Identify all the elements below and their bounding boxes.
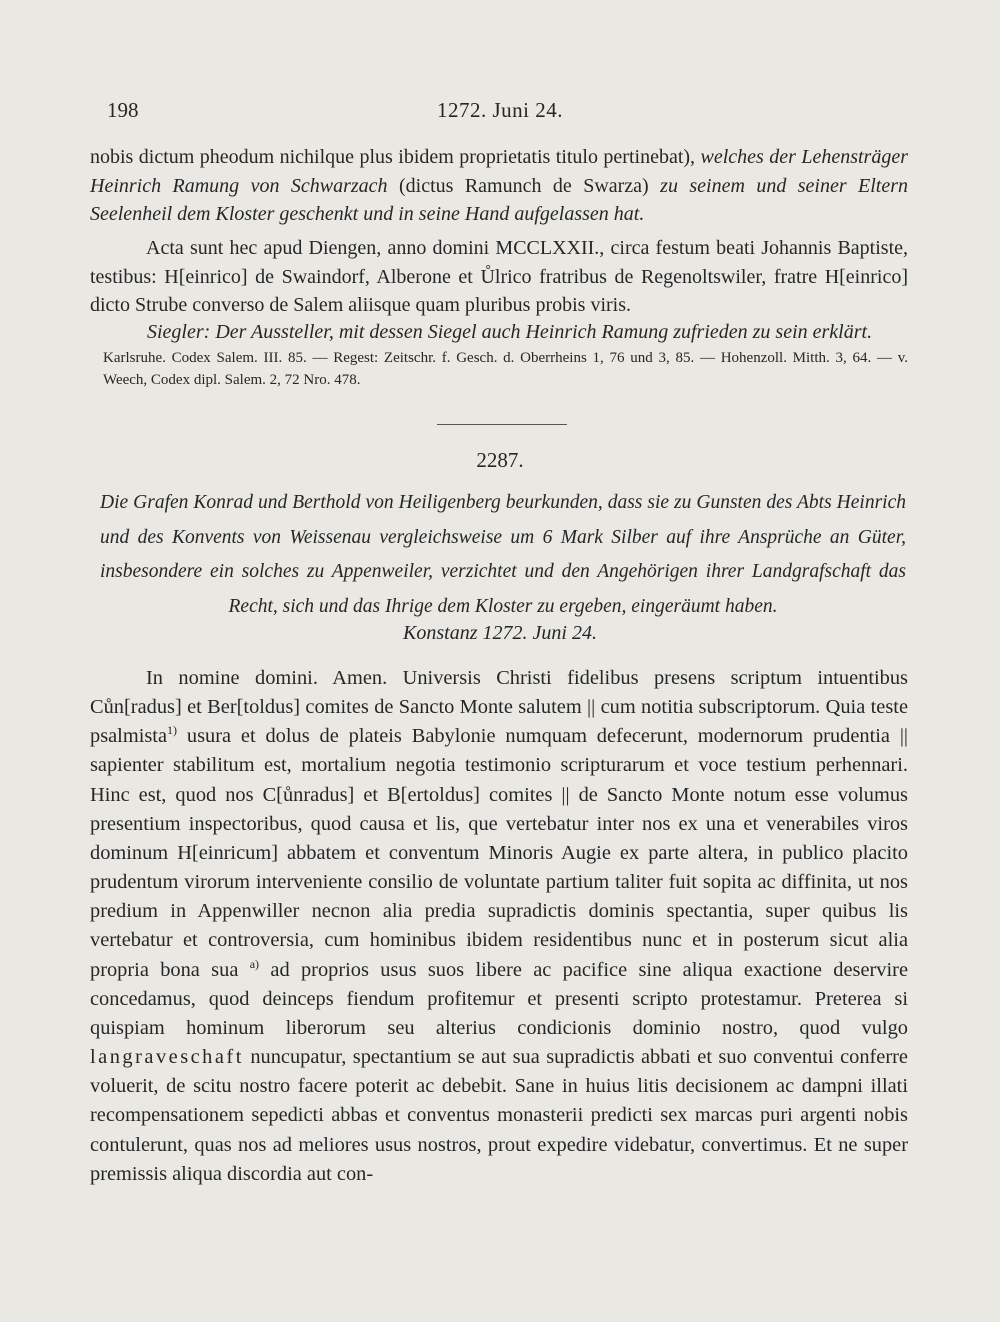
page-number: 198 bbox=[107, 98, 139, 122]
charter-text-part-3: ad proprios usus suos libere ac pacifice sine aliqua exactione deservire concedamus, quod deinceps fiendum profitemur et presenti scripto protestamur. Preterea si quispiam hominum liberorum seu alterius condicionis dominio nostro, quod vulgo bbox=[90, 958, 908, 1039]
document-number: 2287. bbox=[476, 448, 524, 472]
archival-notes: Karlsruhe. Codex Salem. III. 85. — Regest: Zeitschr. f. Gesch. d. Oberrheins 1, 76 und 3, 85. — Hohenzoll. Mitth. 3, 64. — v. Weech, Codex dipl. Salem. 2, 72 Nro. 478. bbox=[103, 350, 908, 388]
acta-paragraph: Acta sunt hec apud Diengen, anno domini MCCLXXII., circa festum beati Johannis Baptiste, testibus: H[einrico] de Swaindorf, Alberone et Ůlrico fratribus de Regenoltswiler, fratre H[einrico] dicto Strube converso de Salem aliisque quam pluribus probis viris. bbox=[90, 237, 908, 317]
running-head: 1272. Juni 24. bbox=[437, 98, 564, 122]
previous-document-ending bbox=[90, 143, 908, 229]
siegler-label: Siegler: bbox=[147, 321, 211, 343]
place-date: Konstanz 1272. Juni 24. bbox=[403, 622, 597, 644]
charter-text-part-1: In nomine domini. Amen. Universis Christi fidelibus presens scriptum intuentibus Cůn[radus] et Ber[toldus] comites de Sancto Monte salutem || cum notitia subscriptorum. Quia teste psalmista bbox=[90, 667, 908, 748]
continuation-latin-2: (dictus Ramunch de Swarza) bbox=[398, 174, 649, 197]
charter-text-part-4: nuncupatur, spectantium se aut sua supradictis abbati et suo conventui conferre voluerit, de scitu nostro facere poterit ac debebit. Sane in huius litis decisionem ac dampni illati recompensationem sepedicti abbas et conventus monasterii predicti sex marcas puri argenti nobis contulerunt, quas nos ad meliores usus nostros, prout expedire videbatur, convertimus. Et ne super premissis aliqua discordia aut con- bbox=[90, 1046, 908, 1185]
section-divider bbox=[437, 424, 567, 425]
spaced-word: langraveschaft bbox=[90, 1046, 244, 1069]
charter-text-part-2: usura et dolus de plateis Babylonie numquam defecerunt, modernorum prudentia || sapienter stabilitum est, mortalium negotia testimonio scripturarum et voce testium perhennari. Hinc est, quod nos C[ůnradus] et B[ertoldus] comites || de Sancto Monte notum esse volumus presentium inspectoribus, quod causa et lis, que vertebatur inter nos ex una et venerabiles viros dominum H[einricum] abbatem et conventum Minoris Augie ex parte altera, in publico placito prudentum virorum interveniente consilio de voluntate partium taliter fuit sopita ac diffinita, ut nos predium in Appenwiller necnon alia predia supradictis dominis spectantia, super quibus lis vertebatur et controversia, cum hominibus ibidem residentibus nunc et in posterum sicut alia propria bona sua bbox=[90, 725, 908, 981]
continuation-german-2: zu seinem und seiner Eltern Seelenheil dem Kloster geschenkt und in seine Hand aufgelassen hat. bbox=[90, 174, 909, 226]
footnote-marker: 1) bbox=[167, 723, 178, 738]
regest-summary: Die Grafen Konrad und Berthold von Heiligenberg beurkunden, dass sie zu Gunsten des Abts Heinrich und des Konvents von Weissenau vergleichsweise um 6 Mark Silber auf ihre Ansprüche an Güter, insbesondere ein solches zu Appenweiler, verzichtet und den Angehörigen ihrer Landgrafschaft das Recht, sich und das Ihrige dem Kloster zu ergeben, eingeräumt haben. bbox=[100, 492, 906, 617]
page-header bbox=[107, 98, 907, 128]
charter-text bbox=[90, 664, 908, 1189]
siegler-line bbox=[147, 318, 908, 347]
continuation-latin: nobis dictum pheodum nichilque plus ibidem proprietatis titulo pertinebat), bbox=[90, 146, 696, 168]
footnote-marker: a) bbox=[249, 956, 260, 971]
siegler-text: Der Aussteller, mit dessen Siegel auch Heinrich Ramung zufrieden zu sein erklärt. bbox=[215, 321, 873, 343]
continuation-german: welches der Lehensträger Heinrich Ramung von Schwarzach bbox=[90, 146, 909, 197]
